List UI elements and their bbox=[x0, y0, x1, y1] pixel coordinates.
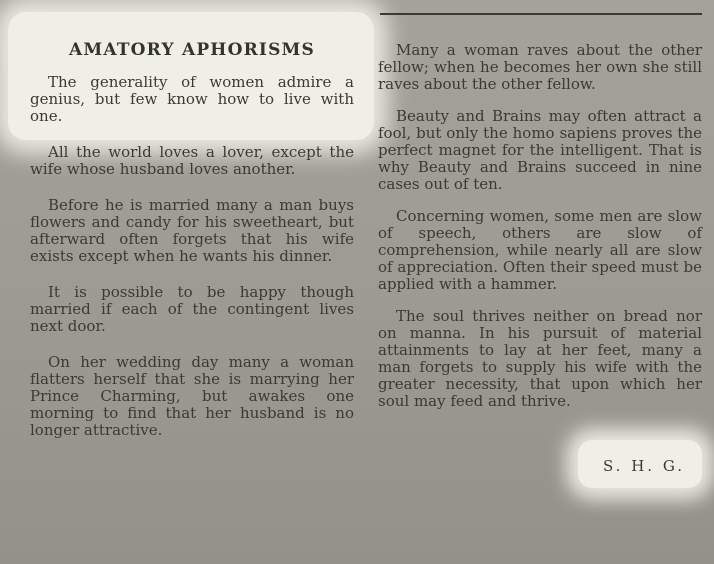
right-column bbox=[378, 42, 702, 425]
aphorism-paragraph: It is possible to be happy though married if each of the contingent lives next door. bbox=[30, 283, 354, 335]
aphorism-paragraph: Many a woman raves about the other fellow; when he becomes her own she still raves about the other fellow. bbox=[378, 41, 702, 93]
aphorism-paragraph: Before he is married many a man buys flowers and candy for his sweetheart, but afterward often forgets that his wife exists except when he wants his dinner. bbox=[30, 196, 354, 265]
aphorism-paragraph: All the world loves a lover, except the wife whose husband loves another. bbox=[30, 143, 354, 178]
aphorism-paragraph: Beauty and Brains may often attract a fool, but only the homo sapiens proves the perfect magnet for the intelligent. That is why Beauty and Brains succeed in nine cases out of ten. bbox=[378, 107, 702, 193]
article-title: AMATORY APHORISMS bbox=[68, 40, 316, 60]
aphorism-paragraph: The soul thrives neither on bread nor on manna. In his pursuit of material attainments to lay at her feet, many a man forgets to supply his wife with the greater necessity, that upon which her soul may feed and thrive. bbox=[378, 307, 702, 410]
column-top-rule bbox=[380, 13, 702, 15]
aphorism-paragraph: Concerning women, some men are slow of speech, others are slow of comprehension, while nearly all are slow of appreciation. Often their speed must be applied with a hammer. bbox=[378, 207, 702, 293]
aphorism-paragraph: On her wedding day many a woman flatters herself that she is marrying her Prince Charming, but awakes one morning to find that her husband is no longer attractive. bbox=[30, 353, 354, 439]
author-signature: S. H. G. bbox=[602, 457, 686, 475]
left-column bbox=[30, 40, 354, 458]
aphorism-paragraph: The generality of women admire a genius, but few know how to live with one. bbox=[30, 73, 354, 125]
